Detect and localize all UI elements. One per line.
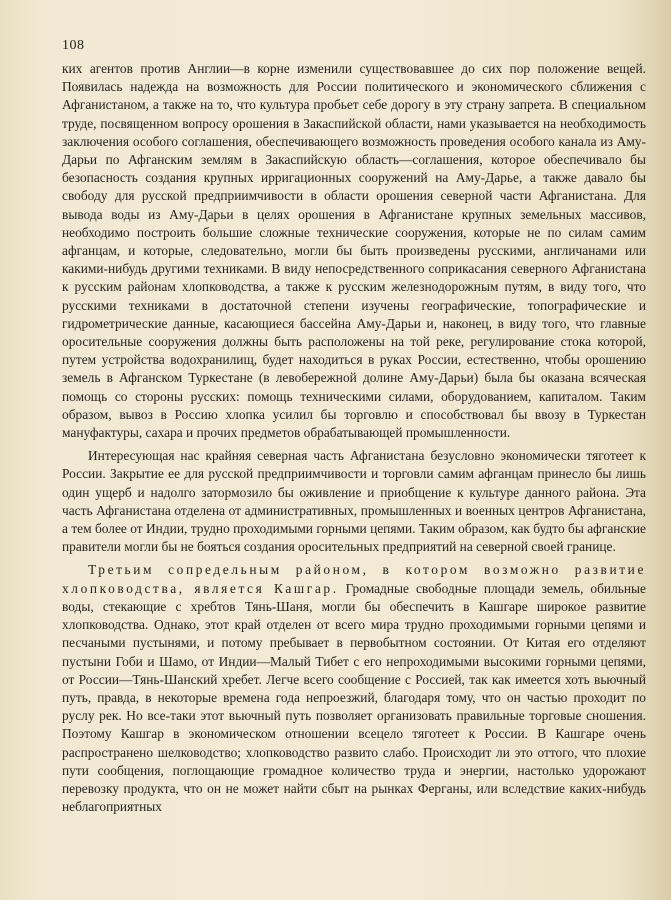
- paragraph-3: [62, 561, 646, 816]
- paragraph-1: [62, 60, 646, 442]
- paragraph-3-spaced-lead: Третьим сопредельным районом, в котором возможно развитие хлопководства, является Кашгар.: [62, 562, 646, 596]
- paragraph-1-text: ких агентов против Англии—в корне изменили существовавшее до сих пор положение вещей. Появилась надежда на возможность для России политического и экономического сближения с Афганистаном, а также на то, что культура пробьет себе дорогу в эту страну запрета. В специальном труде, посвященном вопросу орошения в Закаспийской области, нами указывается на необходимость заключения особого соглашения, обеспечивающего возможность проведения особого канала из Аму-Дарьи по Афганским землям в Закаспийскую область—соглашения, которое обеспечивало бы безопасность создания крупных ирригационных сооружений на Аму-Дарье, а также давало бы свободу для русской предприимчивости в области орошения северной части Афганистана. Для вывода воды из Аму-Дарьи в целях орошения в Афганистане крупных земельных массивов, необходимо построить большие сложные технические сооружения, которые не по силам самим афганцам, и которые, следовательно, могли бы быть произведены русскими, англичанами или какими-нибудь другими техниками. В виду непосредственного соприкасания северного Афганистана к русским районам хлопководства, а также к русским железнодорожным путям, в виду того, что русскими техниками в достаточной степени изучены географические, топографические и гидрометрические данные, касающиеся бассейна Аму-Дарьи и, наконец, в виду того, что главные оросительные сооружения должны быть расположены на той реке, регулирование стока которой, путем устройства водохранилищ, будет находиться в руках России, естественно, чтобы орошению земель в Афганском Туркестане (в левобережной долине Аму-Дарьи) была бы оказана всяческая помощь со стороны русских: помощь техническими силами, оборудованием, капиталом. Таким образом, вывоз в Россию хлопка усилил бы торговлю и способствовал бы ввозу в Туркестан мануфактуры, сахара и прочих предметов обрабатывающей промышленности.: [62, 61, 646, 441]
- paragraph-2-text: Интересующая нас крайняя северная часть Афганистана безусловно экономически тяготеет к России. Закрытие ее для русской предприимчивости и торговли самим афганцам принесло бы лишь один ущерб и надолго затормозило бы оживление и приобщение к культуре данного района. Эта часть Афганистана отделена от административных, промышленных и военных центров Афганистана, а тем более от Индии, трудно проходимыми горными цепями. Таким образом, как будто бы афганские правители могли бы не бояться создания оросительных предприятий на северной своей границе.: [62, 448, 646, 555]
- page-number: 108: [62, 38, 85, 53]
- paragraph-2: [62, 447, 646, 556]
- paragraph-3-text: Громадные свободные площади земель, обильные воды, стекающие с хребтов Тянь-Шаня, могли бы обеспечить в Кашгаре широкое развитие хлопководства. Однако, этот край отделен от всего мира трудно проходимыми горными цепями и песчаными пустынями, и потому пребывает в первобытном состоянии. От Китая его отделяют пустыни Гоби и Шамо, от Индии—Малый Тибет с его непроходимыми высокими горными цепями, от России—Тянь-Шанский хребет. Легче всего сообщение с Россией, так как имеется хоть вьючный путь, правда, в некоторые времена года непроезжий, благодаря тому, что он частью проходит по руслу рек. Но все-таки этот вьючный путь позволяет организовать правильные торговые сношения. Поэтому Кашгар в экономическом отношении всецело тяготеет к России. В Кашгаре очень распространено шелководство; хлопководство развито слабо. Происходит ли это оттого, что плохие пути сообщения, поглощающие громадное количество труда и энергии, настолько удорожают перевозку продукта, что он не может найти сбыт на рынках Ферганы, или вследствие каких-нибудь неблагоприятных: [62, 580, 646, 815]
- page-body: [62, 60, 646, 816]
